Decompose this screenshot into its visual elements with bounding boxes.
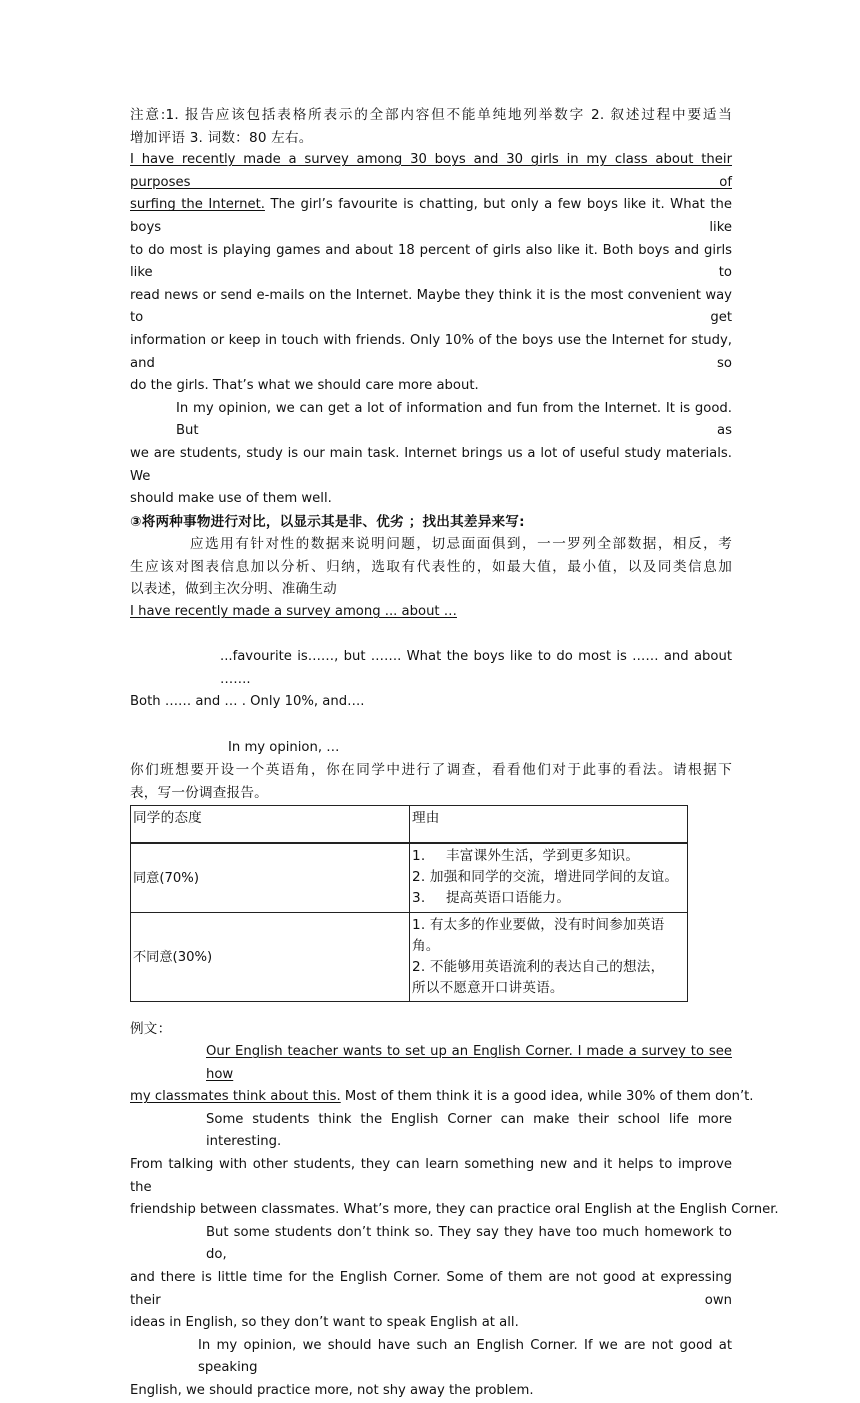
sample-p2-line-3: friendship between classmates. What’s more, they can practice oral English at the English Corner. [130,1202,779,1218]
essay1-line-6: do the girls. That’s what we should care more about. [130,378,479,394]
disagree-line-1: 1. 有太多的作业要做，没有时间参加英语 [412,917,665,934]
tip-line-1: 应选用有针对性的数据来说明问题，切忌面面俱到，一一罗列全部数据，相反，考 [190,536,732,553]
tip-line-3: 以表述，做到主次分明、准确生动 [130,581,337,598]
agree-reasons [410,843,688,913]
table-header-row [131,806,688,844]
table-row-agree [131,843,688,913]
essay1-intro-rest-2: The girl’s favourite is chatting, but only a few boys like it. What the boys like [130,197,732,235]
header-attitude: 同学的态度 [131,806,410,844]
essay1-line-3: to do most is playing games and about 18 percent of girls also like it. Both boys and girls like to [130,242,732,281]
sample-p4-line-1: In my opinion, we should have such an English Corner. If we are not good at speaking [198,1337,732,1376]
sample-label: 例文： [130,1021,172,1038]
agree-reason-1: 1. 丰富课外生活，学到更多知识。 [412,848,640,865]
sample-p1-underlined-2: my classmates think about this. [130,1089,341,1105]
agree-reason-3: 3. 提高英语口语能力。 [412,890,571,907]
sample-p4-line-2: English, we should practice more, not shy away the problem. [130,1382,534,1398]
agree-reason-2: 2. 加强和同学的交流，增进同学间的友谊。 [412,869,679,886]
template-line-2: ...favourite is……, but ……. What the boys like to do most is …… and about ……. [220,649,732,687]
sample-p1-rest-2: Most of them think it is a good idea, while 30% of them don’t. [340,1089,754,1105]
sample-p3-line-1: But some students don’t think so. They say they have too much homework to do, [206,1224,732,1263]
essay1-line-2 [130,194,732,239]
sample-p3-line-2: and there is little time for the English Corner. Some of them are not good at expressing their own [130,1269,732,1308]
survey-table [130,805,688,1002]
essay1-p2-line-3: should make use of them well. [130,491,332,507]
sample-p2-line-2: From talking with other students, they can learn something new and it helps to improve the [130,1156,732,1195]
essay1-line-4: read news or send e-mails on the Internet. Maybe they think it is the most convenient way to get [130,287,732,326]
essay1-p2-line-1: In my opinion, we can get a lot of information and fun from the Internet. It is good. But as [176,400,732,439]
header-reason: 理由 [410,806,688,844]
sample-p1-line-2 [130,1086,754,1109]
essay1-line-5: information or keep in touch with friends. Only 10% of the boys use the Internet for study, and so [130,332,732,371]
disagree-line-4: 所以不愿意开口讲英语。 [412,980,564,997]
agree-label: 同意(70%) [131,843,410,913]
task-line-1: 你们班想要开设一个英语角，你在同学中进行了调查，看看他们对于此事的看法。请根据下 [130,762,732,779]
task-line-2: 表，写一份调查报告。 [130,784,268,801]
notes-line-2: 增加评语 3. 词数：80 左右。 [130,129,313,146]
disagree-line-3: 2. 不能够用英语流利的表达自己的想法， [412,959,665,976]
template-line-1: I have recently made a survey among ... about … [130,604,457,620]
template-line-3: Both …… and … . Only 10%, and…. [130,694,365,710]
disagree-line-2: 角。 [412,938,440,955]
tip-heading: ③将两种事物进行对比，以显示其是非、优劣 ；找出其差异来写: [130,513,525,530]
document-page [130,104,779,1403]
sample-p3-line-3: ideas in English, so they don’t want to speak English at all. [130,1315,519,1331]
sample-p2-line-1: Some students think the English Corner can make their school life more interesting. [206,1111,732,1150]
disagree-reasons [410,913,688,1002]
template-line-4: In my opinion, … [228,739,340,755]
essay1-intro-line-1: I have recently made a survey among 30 boys and 30 girls in my class about their purposes of [130,152,732,190]
tip-line-2: 生应该对图表信息加以分析、归纳，选取有代表性的，如最大值，最小值，以及同类信息加 [130,558,732,575]
essay1-intro-underlined-2: surfing the Internet. [130,197,265,213]
table-row-disagree [131,913,688,1002]
disagree-label: 不同意(30%) [131,913,410,1002]
essay1-p2-line-2: we are students, study is our main task. Internet brings us a lot of useful study materials. We [130,445,732,484]
notes-line-1: 注意:1. 报告应该包括表格所表示的全部内容但不能单纯地列举数字 2. 叙述过程中要适当 [130,107,732,123]
sample-p1-line-1: Our English teacher wants to set up an English Corner. I made a survey to see how [206,1044,732,1082]
